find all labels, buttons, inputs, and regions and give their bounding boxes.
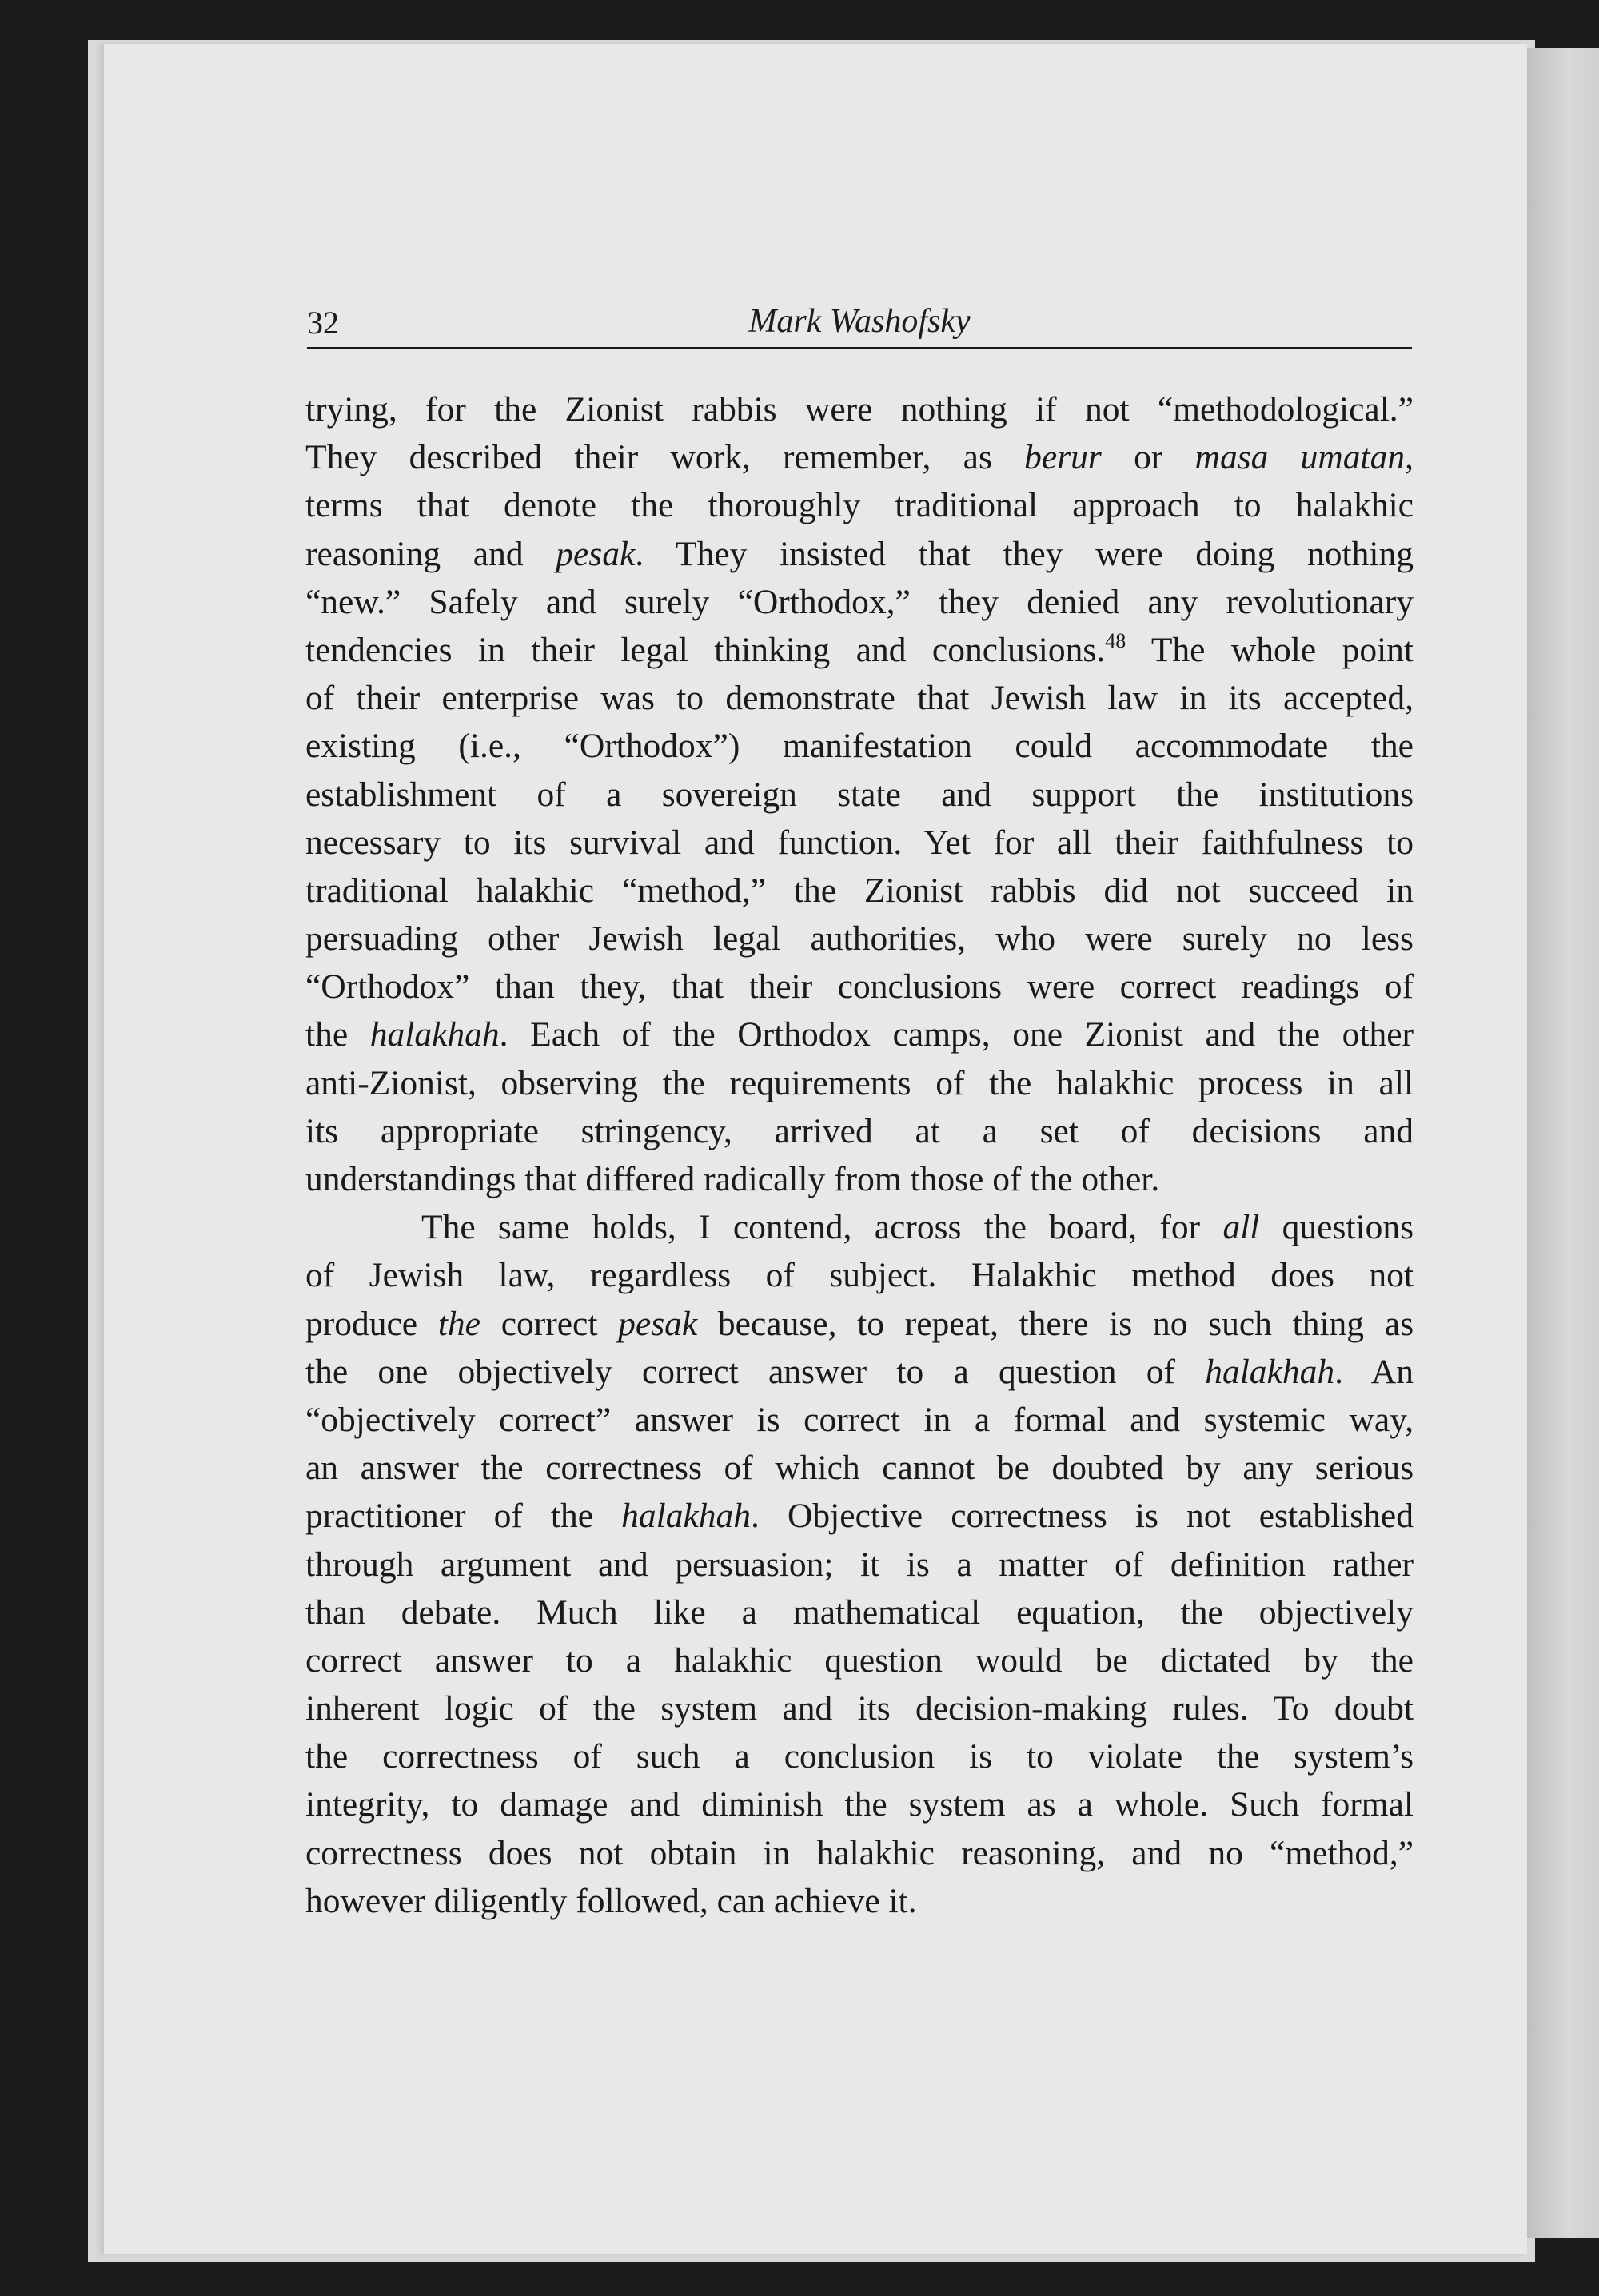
- text-line: the one objectively correct answer to a question of halakhah. An: [305, 1352, 1414, 1391]
- text-line: produce the correct pesak because, to repeat, there is no such thing as: [305, 1304, 1414, 1343]
- paragraph-2: [305, 1203, 1414, 1925]
- text-line: practitioner of the halakhah. Objective correctness is not established: [305, 1497, 1414, 1536]
- text-line: reasoning and pesak. They insisted that they were doing nothing: [305, 534, 1414, 573]
- text-line: tendencies in their legal thinking and conclusions.$^{48}$ The whole point: [305, 628, 1414, 669]
- page-edge: [1523, 48, 1599, 2238]
- text-line: understandings that differed radically from those of the other.: [305, 1160, 1160, 1198]
- text-line: “new.” Safely and surely “Orthodox,” they denied any revolutionary: [305, 582, 1414, 621]
- page-number: 32: [307, 305, 339, 341]
- text-line: traditional halakhic “method,” the Zionist rabbis did not succeed in: [305, 871, 1414, 910]
- text-line: its appropriate stringency, arrived at a set of decisions and: [305, 1111, 1414, 1150]
- text-line: “objectively correct” answer is correct in a formal and systemic way,: [305, 1400, 1414, 1439]
- text-line: existing (i.e., “Orthodox”) manifestation could accommodate the: [305, 727, 1414, 766]
- text-line: through argument and persuasion; it is a matter of definition rather: [305, 1545, 1414, 1584]
- text-line: an answer the correctness of which cannot be doubted by any serious: [305, 1449, 1414, 1488]
- text-line: inherent logic of the system and its decision-making rules. To doubt: [305, 1689, 1414, 1728]
- paragraph-1: [305, 385, 1414, 1203]
- running-head: Mark Washofsky: [748, 303, 971, 340]
- text-line: persuading other Jewish legal authorities, who were surely no less: [305, 919, 1414, 959]
- text-line: necessary to its survival and function. Yet for all their faithfulness to: [305, 823, 1414, 862]
- text-line: “Orthodox” than they, that their conclusions were correct readings of: [305, 967, 1414, 1006]
- body-text: [305, 385, 1414, 1925]
- text-line: anti-Zionist, observing the requirements of the halakhic process in all: [305, 1063, 1414, 1102]
- text-line: correct answer to a halakhic question would be dictated by the: [305, 1640, 1414, 1680]
- text-line: trying, for the Zionist rabbis were nothing if not “methodological.”: [305, 390, 1414, 429]
- text-line: the halakhah. Each of the Orthodox camps, one Zionist and the other: [305, 1015, 1414, 1054]
- page-header: [307, 302, 1412, 349]
- text-line: integrity, to damage and diminish the system as a whole. Such formal: [305, 1785, 1414, 1824]
- text-line: the correctness of such a conclusion is to violate the system’s: [305, 1737, 1414, 1776]
- text-line: of Jewish law, regardless of subject. Halakhic method does not: [305, 1256, 1414, 1295]
- text-line: They described their work, remember, as berur or masa umatan,: [305, 438, 1414, 477]
- text-line: correctness does not obtain in halakhic reasoning, and no “method,”: [305, 1833, 1414, 1872]
- text-line: The same holds, I contend, across the board, for all questions: [421, 1208, 1414, 1247]
- text-line: than debate. Much like a mathematical equation, the objectively: [305, 1592, 1414, 1632]
- footnote-ref: 48: [1105, 628, 1126, 652]
- text-line: of their enterprise was to demonstrate that Jewish law in its accepted,: [305, 679, 1414, 718]
- text-line: however diligently followed, can achieve it.: [305, 1881, 917, 1920]
- text-line: terms that denote the thoroughly traditional approach to halakhic: [305, 486, 1414, 525]
- text-line: establishment of a sovereign state and support the institutions: [305, 775, 1414, 814]
